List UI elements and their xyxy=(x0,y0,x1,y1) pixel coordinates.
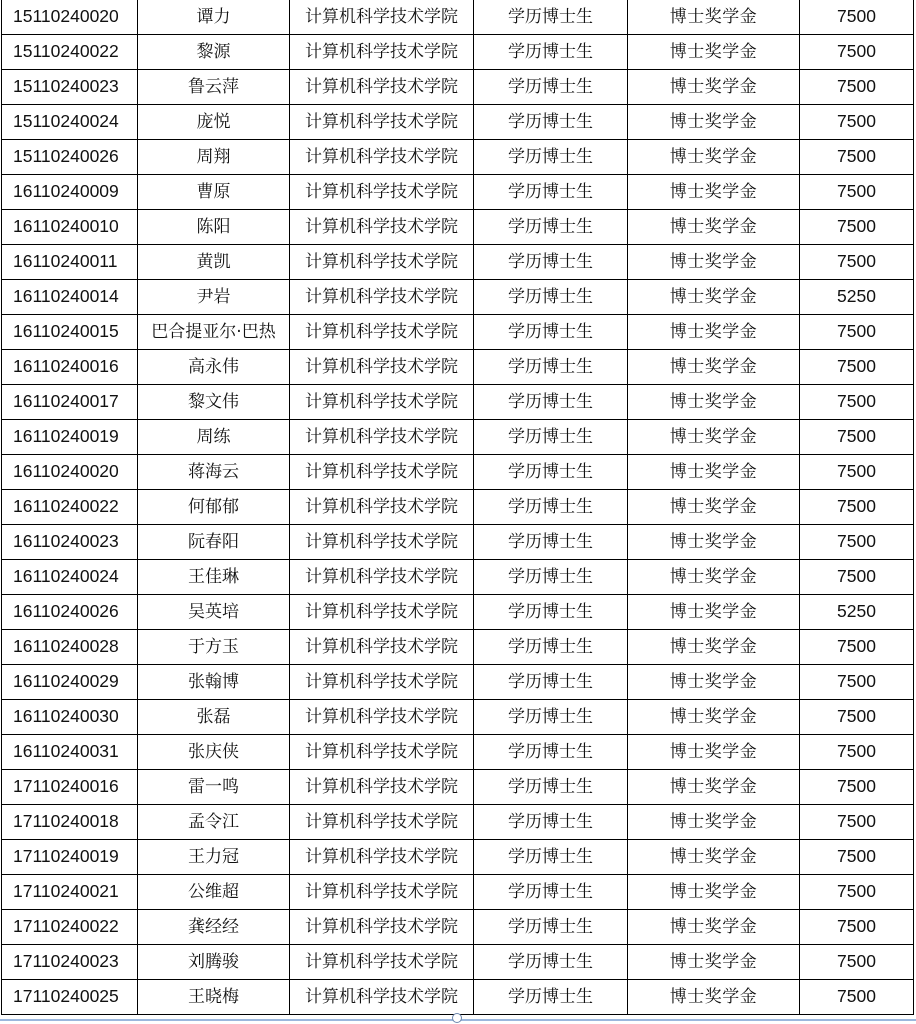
table-row xyxy=(2,805,914,840)
college-cell[interactable]: 计算机科学技术学院 xyxy=(290,525,474,560)
student-name-cell[interactable]: 吴英培 xyxy=(138,595,290,630)
amount-cell[interactable]: 7500 xyxy=(800,910,914,945)
table-row xyxy=(2,595,914,630)
college-cell[interactable]: 计算机科学技术学院 xyxy=(290,280,474,315)
award-cell[interactable]: 博士奖学金 xyxy=(628,735,800,770)
award-cell[interactable]: 博士奖学金 xyxy=(628,525,800,560)
award-cell[interactable]: 博士奖学金 xyxy=(628,140,800,175)
student-type-cell[interactable]: 学历博士生 xyxy=(474,735,628,770)
student-type-cell[interactable]: 学历博士生 xyxy=(474,630,628,665)
student-id-cell[interactable]: 16110240019 xyxy=(2,420,138,455)
award-cell[interactable]: 博士奖学金 xyxy=(628,350,800,385)
amount-cell[interactable]: 7500 xyxy=(800,140,914,175)
student-type-cell[interactable]: 学历博士生 xyxy=(474,910,628,945)
table-row xyxy=(2,490,914,525)
college-cell[interactable]: 计算机科学技术学院 xyxy=(290,875,474,910)
college-cell[interactable]: 计算机科学技术学院 xyxy=(290,385,474,420)
award-cell[interactable]: 博士奖学金 xyxy=(628,280,800,315)
table-row xyxy=(2,910,914,945)
amount-cell[interactable]: 7500 xyxy=(800,980,914,1015)
amount-cell[interactable]: 7500 xyxy=(800,0,914,35)
student-id-cell[interactable]: 16110240022 xyxy=(2,490,138,525)
student-id-cell[interactable]: 16110240009 xyxy=(2,175,138,210)
student-type-cell[interactable]: 学历博士生 xyxy=(474,560,628,595)
student-name-cell[interactable]: 曹原 xyxy=(138,175,290,210)
college-cell[interactable]: 计算机科学技术学院 xyxy=(290,805,474,840)
student-name-cell[interactable]: 张磊 xyxy=(138,700,290,735)
table-row xyxy=(2,665,914,700)
student-name-cell[interactable]: 龚经经 xyxy=(138,910,290,945)
table-row xyxy=(2,245,914,280)
amount-cell[interactable]: 7500 xyxy=(800,700,914,735)
table-row xyxy=(2,385,914,420)
student-type-cell[interactable]: 学历博士生 xyxy=(474,490,628,525)
student-id-cell[interactable]: 15110240026 xyxy=(2,140,138,175)
award-cell[interactable]: 博士奖学金 xyxy=(628,35,800,70)
student-name-cell[interactable]: 周翔 xyxy=(138,140,290,175)
student-id-cell[interactable]: 17110240021 xyxy=(2,875,138,910)
amount-cell[interactable]: 7500 xyxy=(800,875,914,910)
student-id-cell[interactable]: 15110240020 xyxy=(2,0,138,35)
college-cell[interactable]: 计算机科学技术学院 xyxy=(290,980,474,1015)
student-name-cell[interactable]: 黎文伟 xyxy=(138,385,290,420)
table-row xyxy=(2,175,914,210)
award-cell[interactable]: 博士奖学金 xyxy=(628,245,800,280)
table-row xyxy=(2,420,914,455)
student-id-cell[interactable]: 16110240023 xyxy=(2,525,138,560)
award-cell[interactable]: 博士奖学金 xyxy=(628,805,800,840)
table-row xyxy=(2,630,914,665)
student-type-cell[interactable]: 学历博士生 xyxy=(474,805,628,840)
amount-cell[interactable]: 7500 xyxy=(800,490,914,525)
award-cell[interactable]: 博士奖学金 xyxy=(628,910,800,945)
student-type-cell[interactable]: 学历博士生 xyxy=(474,105,628,140)
college-cell[interactable]: 计算机科学技术学院 xyxy=(290,735,474,770)
student-id-cell[interactable]: 17110240025 xyxy=(2,980,138,1015)
student-name-cell[interactable]: 王佳琳 xyxy=(138,560,290,595)
student-name-cell[interactable]: 陈阳 xyxy=(138,210,290,245)
college-cell[interactable]: 计算机科学技术学院 xyxy=(290,560,474,595)
student-name-cell[interactable]: 庞悦 xyxy=(138,105,290,140)
college-cell[interactable]: 计算机科学技术学院 xyxy=(290,245,474,280)
student-name-cell[interactable]: 雷一鸣 xyxy=(138,770,290,805)
table-row xyxy=(2,945,914,980)
college-cell[interactable]: 计算机科学技术学院 xyxy=(290,770,474,805)
student-name-cell[interactable]: 周练 xyxy=(138,420,290,455)
student-name-cell[interactable]: 阮春阳 xyxy=(138,525,290,560)
student-id-cell[interactable]: 17110240019 xyxy=(2,840,138,875)
award-cell[interactable]: 博士奖学金 xyxy=(628,420,800,455)
college-cell[interactable]: 计算机科学技术学院 xyxy=(290,595,474,630)
award-cell[interactable]: 博士奖学金 xyxy=(628,630,800,665)
student-name-cell[interactable]: 于方玉 xyxy=(138,630,290,665)
student-name-cell[interactable]: 王力冠 xyxy=(138,840,290,875)
student-name-cell[interactable]: 张庆侠 xyxy=(138,735,290,770)
table-row xyxy=(2,350,914,385)
student-id-cell[interactable]: 15110240024 xyxy=(2,105,138,140)
student-type-cell[interactable]: 学历博士生 xyxy=(474,840,628,875)
college-cell[interactable]: 计算机科学技术学院 xyxy=(290,175,474,210)
award-cell[interactable]: 博士奖学金 xyxy=(628,665,800,700)
student-id-cell[interactable]: 16110240017 xyxy=(2,385,138,420)
student-type-cell[interactable]: 学历博士生 xyxy=(474,280,628,315)
amount-cell[interactable]: 7500 xyxy=(800,315,914,350)
table-row xyxy=(2,210,914,245)
college-cell[interactable]: 计算机科学技术学院 xyxy=(290,420,474,455)
award-cell[interactable]: 博士奖学金 xyxy=(628,980,800,1015)
student-id-cell[interactable]: 16110240031 xyxy=(2,735,138,770)
student-id-cell[interactable]: 17110240016 xyxy=(2,770,138,805)
college-cell[interactable]: 计算机科学技术学院 xyxy=(290,490,474,525)
award-cell[interactable]: 博士奖学金 xyxy=(628,175,800,210)
student-type-cell[interactable]: 学历博士生 xyxy=(474,350,628,385)
amount-cell[interactable]: 7500 xyxy=(800,665,914,700)
student-id-cell[interactable]: 16110240015 xyxy=(2,315,138,350)
award-cell[interactable]: 博士奖学金 xyxy=(628,315,800,350)
college-cell[interactable]: 计算机科学技术学院 xyxy=(290,210,474,245)
amount-cell[interactable]: 7500 xyxy=(800,770,914,805)
student-type-cell[interactable]: 学历博士生 xyxy=(474,700,628,735)
student-type-cell[interactable]: 学历博士生 xyxy=(474,315,628,350)
amount-cell[interactable]: 7500 xyxy=(800,245,914,280)
student-name-cell[interactable]: 高永伟 xyxy=(138,350,290,385)
college-cell[interactable]: 计算机科学技术学院 xyxy=(290,665,474,700)
table-row xyxy=(2,840,914,875)
amount-cell[interactable]: 7500 xyxy=(800,630,914,665)
amount-cell[interactable]: 7500 xyxy=(800,805,914,840)
amount-cell[interactable]: 7500 xyxy=(800,455,914,490)
student-id-cell[interactable]: 16110240029 xyxy=(2,665,138,700)
student-id-cell[interactable]: 16110240030 xyxy=(2,700,138,735)
student-name-cell[interactable]: 刘腾骏 xyxy=(138,945,290,980)
student-type-cell[interactable]: 学历博士生 xyxy=(474,595,628,630)
amount-cell[interactable]: 7500 xyxy=(800,945,914,980)
student-type-cell[interactable]: 学历博士生 xyxy=(474,665,628,700)
award-cell[interactable]: 博士奖学金 xyxy=(628,875,800,910)
table-row xyxy=(2,0,914,35)
student-id-cell[interactable]: 16110240024 xyxy=(2,560,138,595)
scholarship-table xyxy=(1,0,914,1015)
college-cell[interactable]: 计算机科学技术学院 xyxy=(290,945,474,980)
amount-cell[interactable]: 5250 xyxy=(800,280,914,315)
amount-cell[interactable]: 7500 xyxy=(800,735,914,770)
amount-cell[interactable]: 7500 xyxy=(800,210,914,245)
student-name-cell[interactable]: 张翰博 xyxy=(138,665,290,700)
award-cell[interactable]: 博士奖学金 xyxy=(628,560,800,595)
table-row xyxy=(2,560,914,595)
award-cell[interactable]: 博士奖学金 xyxy=(628,210,800,245)
amount-cell[interactable]: 7500 xyxy=(800,35,914,70)
amount-cell[interactable]: 7500 xyxy=(800,350,914,385)
student-id-cell[interactable]: 15110240022 xyxy=(2,35,138,70)
student-type-cell[interactable]: 学历博士生 xyxy=(474,0,628,35)
resize-handle[interactable] xyxy=(452,1013,462,1023)
award-cell[interactable]: 博士奖学金 xyxy=(628,385,800,420)
table-row xyxy=(2,875,914,910)
table-row xyxy=(2,35,914,70)
student-type-cell[interactable]: 学历博士生 xyxy=(474,35,628,70)
award-cell[interactable]: 博士奖学金 xyxy=(628,700,800,735)
student-name-cell[interactable]: 谭力 xyxy=(138,0,290,35)
student-name-cell[interactable]: 尹岩 xyxy=(138,280,290,315)
student-type-cell[interactable]: 学历博士生 xyxy=(474,875,628,910)
student-id-cell[interactable]: 17110240023 xyxy=(2,945,138,980)
table-row xyxy=(2,105,914,140)
student-name-cell[interactable]: 巴合提亚尔·巴热 xyxy=(138,315,290,350)
amount-cell[interactable]: 7500 xyxy=(800,560,914,595)
student-name-cell[interactable]: 黄凯 xyxy=(138,245,290,280)
award-cell[interactable]: 博士奖学金 xyxy=(628,455,800,490)
college-cell[interactable]: 计算机科学技术学院 xyxy=(290,910,474,945)
student-type-cell[interactable]: 学历博士生 xyxy=(474,455,628,490)
table-row xyxy=(2,280,914,315)
amount-cell[interactable]: 5250 xyxy=(800,595,914,630)
student-type-cell[interactable]: 学历博士生 xyxy=(474,945,628,980)
table-row xyxy=(2,735,914,770)
award-cell[interactable]: 博士奖学金 xyxy=(628,70,800,105)
college-cell[interactable]: 计算机科学技术学院 xyxy=(290,0,474,35)
student-type-cell[interactable]: 学历博士生 xyxy=(474,245,628,280)
college-cell[interactable]: 计算机科学技术学院 xyxy=(290,105,474,140)
student-name-cell[interactable]: 蒋海云 xyxy=(138,455,290,490)
student-name-cell[interactable]: 王晓梅 xyxy=(138,980,290,1015)
college-cell[interactable]: 计算机科学技术学院 xyxy=(290,70,474,105)
student-name-cell[interactable]: 何郁郁 xyxy=(138,490,290,525)
table-row xyxy=(2,140,914,175)
college-cell[interactable]: 计算机科学技术学院 xyxy=(290,35,474,70)
student-id-cell[interactable]: 16110240028 xyxy=(2,630,138,665)
table-row xyxy=(2,455,914,490)
table-body xyxy=(2,0,914,1015)
student-type-cell[interactable]: 学历博士生 xyxy=(474,770,628,805)
college-cell[interactable]: 计算机科学技术学院 xyxy=(290,315,474,350)
student-name-cell[interactable]: 鲁云萍 xyxy=(138,70,290,105)
award-cell[interactable]: 博士奖学金 xyxy=(628,595,800,630)
amount-cell[interactable]: 7500 xyxy=(800,385,914,420)
table-row xyxy=(2,980,914,1015)
amount-cell[interactable]: 7500 xyxy=(800,175,914,210)
student-id-cell[interactable]: 16110240010 xyxy=(2,210,138,245)
student-id-cell[interactable]: 15110240023 xyxy=(2,70,138,105)
award-cell[interactable]: 博士奖学金 xyxy=(628,945,800,980)
student-type-cell[interactable]: 学历博士生 xyxy=(474,140,628,175)
student-name-cell[interactable]: 公维超 xyxy=(138,875,290,910)
student-id-cell[interactable]: 17110240022 xyxy=(2,910,138,945)
award-cell[interactable]: 博士奖学金 xyxy=(628,105,800,140)
student-type-cell[interactable]: 学历博士生 xyxy=(474,525,628,560)
award-cell[interactable]: 博士奖学金 xyxy=(628,840,800,875)
student-id-cell[interactable]: 16110240026 xyxy=(2,595,138,630)
award-cell[interactable]: 博士奖学金 xyxy=(628,0,800,35)
college-cell[interactable]: 计算机科学技术学院 xyxy=(290,140,474,175)
award-cell[interactable]: 博士奖学金 xyxy=(628,490,800,525)
amount-cell[interactable]: 7500 xyxy=(800,420,914,455)
college-cell[interactable]: 计算机科学技术学院 xyxy=(290,630,474,665)
college-cell[interactable]: 计算机科学技术学院 xyxy=(290,350,474,385)
student-type-cell[interactable]: 学历博士生 xyxy=(474,385,628,420)
college-cell[interactable]: 计算机科学技术学院 xyxy=(290,700,474,735)
table-row xyxy=(2,315,914,350)
student-type-cell[interactable]: 学历博士生 xyxy=(474,210,628,245)
student-id-cell[interactable]: 16110240016 xyxy=(2,350,138,385)
table-row xyxy=(2,525,914,560)
table-row xyxy=(2,700,914,735)
student-type-cell[interactable]: 学历博士生 xyxy=(474,175,628,210)
student-id-cell[interactable]: 17110240018 xyxy=(2,805,138,840)
student-id-cell[interactable]: 16110240011 xyxy=(2,245,138,280)
amount-cell[interactable]: 7500 xyxy=(800,70,914,105)
student-type-cell[interactable]: 学历博士生 xyxy=(474,70,628,105)
college-cell[interactable]: 计算机科学技术学院 xyxy=(290,455,474,490)
award-cell[interactable]: 博士奖学金 xyxy=(628,770,800,805)
student-type-cell[interactable]: 学历博士生 xyxy=(474,980,628,1015)
college-cell[interactable]: 计算机科学技术学院 xyxy=(290,840,474,875)
student-id-cell[interactable]: 16110240014 xyxy=(2,280,138,315)
amount-cell[interactable]: 7500 xyxy=(800,525,914,560)
amount-cell[interactable]: 7500 xyxy=(800,840,914,875)
amount-cell[interactable]: 7500 xyxy=(800,105,914,140)
student-name-cell[interactable]: 黎源 xyxy=(138,35,290,70)
student-type-cell[interactable]: 学历博士生 xyxy=(474,420,628,455)
student-name-cell[interactable]: 孟令江 xyxy=(138,805,290,840)
student-id-cell[interactable]: 16110240020 xyxy=(2,455,138,490)
table-row xyxy=(2,70,914,105)
table-row xyxy=(2,770,914,805)
